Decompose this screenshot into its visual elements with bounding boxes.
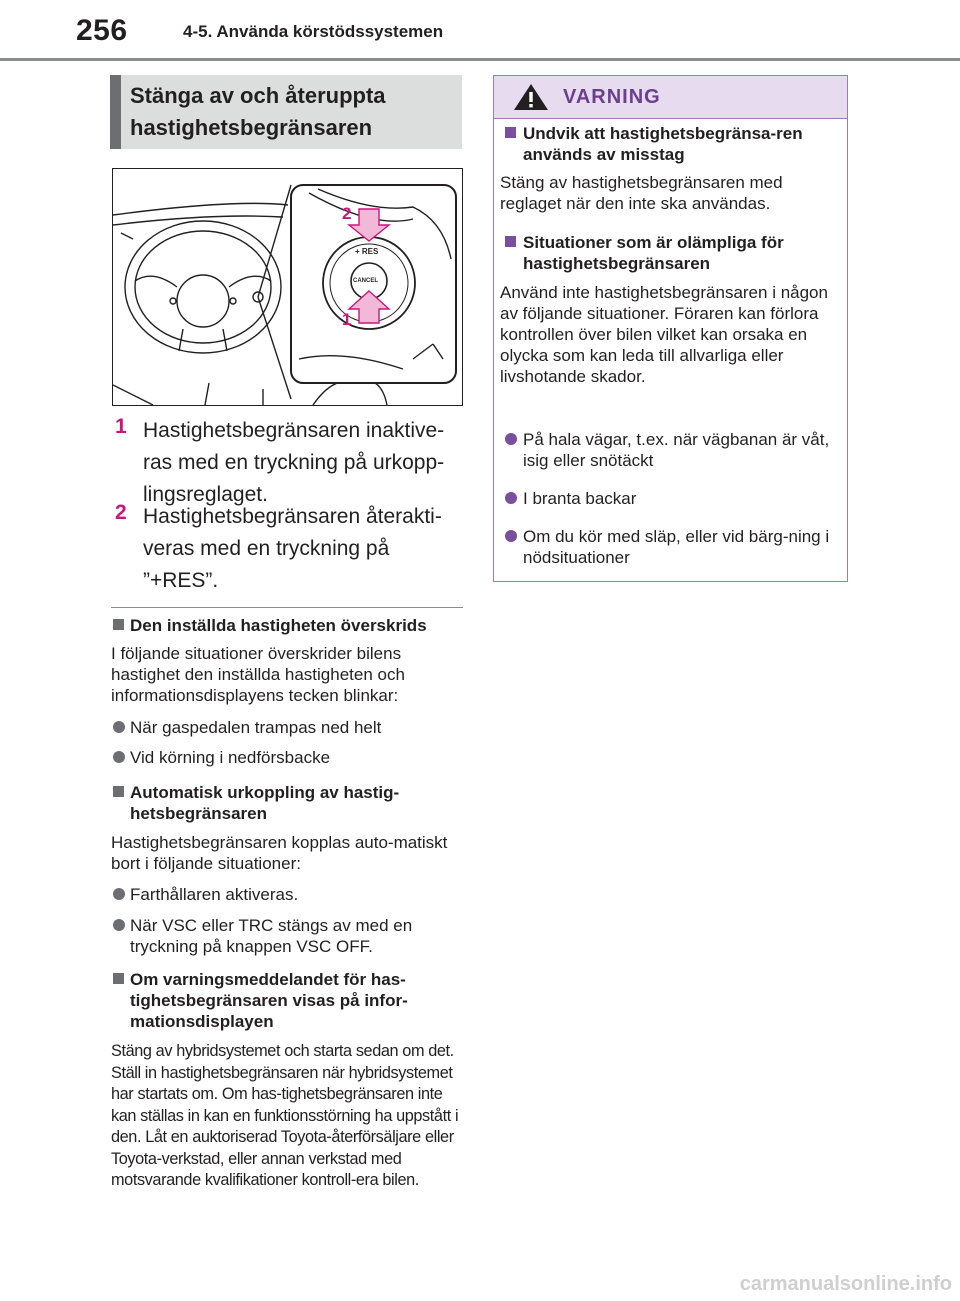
step-2-text: Hastighetsbegränsaren återakti-veras med en tryckning på ”+RES”. bbox=[143, 505, 442, 592]
cancel-label: CANCEL bbox=[353, 278, 378, 284]
square-bullet-icon bbox=[505, 127, 516, 138]
warning-title-bar bbox=[494, 76, 847, 119]
note-paragraph-3: Stäng av hybridsystemet och starta sedan om det. Ställ in hastighetsbegränsaren när hybridsystemet har startats om. Om has-tighetsbegränsaren inte kan ställas in kan en funktionsstörning ha uppstått i den. Låt en auktoriserad Toyota-återförsäljare eller Toyota-verkstad, eller annan verkstad med motsvarande kvalifikationer kontroll-era bilen. bbox=[111, 1042, 459, 1189]
note-heading-3-text: Om varningsmeddelandet för has-tighetsbegränsaren visas på infor-mationsdisplayen bbox=[130, 970, 408, 1031]
note-heading-2 bbox=[111, 782, 463, 826]
note-bullet-1-text: När gaspedalen trampas ned helt bbox=[130, 718, 382, 737]
warning-heading-1-text: Undvik att hastighetsbegränsa-ren används av misstag bbox=[523, 124, 803, 164]
step-1-number: 1 bbox=[115, 415, 127, 438]
warning-heading-2 bbox=[503, 232, 838, 276]
step-1 bbox=[115, 415, 465, 511]
section-heading bbox=[110, 75, 462, 149]
round-bullet-icon bbox=[113, 919, 125, 931]
round-bullet-icon bbox=[113, 888, 125, 900]
warning-bullet-3 bbox=[503, 526, 838, 570]
note-bullet-1 bbox=[111, 717, 463, 739]
page-number: 256 bbox=[76, 14, 128, 47]
note-bullet-2 bbox=[111, 747, 463, 769]
warning-triangle-icon bbox=[513, 83, 549, 116]
warning-bullet-1-text: På hala vägar, t.ex. när vägbanan är våt, isig eller snötäckt bbox=[523, 430, 830, 470]
round-bullet-icon bbox=[113, 721, 125, 733]
heading-bar bbox=[110, 75, 121, 149]
round-bullet-icon bbox=[505, 433, 517, 445]
warning-bullet-2-text: I branta backar bbox=[523, 489, 637, 508]
note-bullet-4 bbox=[111, 915, 463, 959]
section-heading-line-1: Stänga av och återuppta bbox=[130, 83, 386, 108]
steering-wheel-illustration bbox=[112, 168, 463, 406]
warning-paragraph-2: Använd inte hastighetsbegränsaren i någon av följande situationer. Föraren kan förlora kontrollen över bilen vilket kan orsaka en olycka som kan leda till allvarliga eller livshotande skador. bbox=[500, 283, 828, 386]
warning-bullet-2 bbox=[503, 488, 838, 510]
warning-bullet-1 bbox=[503, 429, 838, 473]
note-bullet-3-text: Farthållaren aktiveras. bbox=[130, 885, 299, 904]
steering-switch-drawing bbox=[113, 169, 462, 405]
warning-heading-1 bbox=[503, 123, 838, 167]
section-heading-text bbox=[130, 80, 386, 144]
header-divider bbox=[0, 58, 960, 61]
square-bullet-icon bbox=[113, 619, 124, 630]
step-2-number: 2 bbox=[115, 501, 127, 524]
square-bullet-icon bbox=[113, 786, 124, 797]
note-paragraph-2: Hastighetsbegränsaren kopplas auto-matiskt bort i följande situationer: bbox=[111, 833, 448, 873]
callout-1: 1 bbox=[342, 310, 352, 329]
note-heading-3 bbox=[111, 969, 463, 1033]
warning-heading-2-text: Situationer som är olämpliga för hastighetsbegränsaren bbox=[523, 233, 784, 273]
chapter-title: 4-5. Använda körstödssystemen bbox=[183, 22, 444, 41]
section-heading-line-2: hastighetsbegränsaren bbox=[130, 115, 373, 140]
res-label: + RES bbox=[355, 247, 379, 256]
step-2 bbox=[115, 501, 465, 597]
note-paragraph-1: I följande situationer överskrider bilens hastighet den inställda hastigheten och informationsdisplayens tecken blinkar: bbox=[111, 644, 405, 705]
round-bullet-icon bbox=[505, 530, 517, 542]
note-heading-1-text: Den inställda hastigheten överskrids bbox=[130, 616, 427, 635]
note-heading-2-text: Automatisk urkoppling av hastig-hetsbegränsaren bbox=[130, 783, 400, 823]
step-1-text: Hastighetsbegränsaren inaktive-ras med en tryckning på urkopp-lingsreglaget. bbox=[143, 419, 445, 506]
square-bullet-icon bbox=[505, 236, 516, 247]
notes-divider bbox=[111, 607, 463, 608]
warning-paragraph-1: Stäng av hastighetsbegränsaren med reglaget när den inte ska användas. bbox=[500, 173, 783, 213]
watermark: carmanualsonline.info bbox=[739, 1273, 952, 1295]
note-heading-1 bbox=[111, 615, 463, 637]
callout-2: 2 bbox=[342, 204, 352, 223]
round-bullet-icon bbox=[505, 492, 517, 504]
note-bullet-2-text: Vid körning i nedförsbacke bbox=[130, 748, 331, 767]
round-bullet-icon bbox=[113, 751, 125, 763]
square-bullet-icon bbox=[113, 973, 124, 984]
note-bullet-3 bbox=[111, 884, 463, 906]
note-bullet-4-text: När VSC eller TRC stängs av med en tryckning på knappen VSC OFF. bbox=[130, 916, 413, 956]
warning-title: VARNING bbox=[563, 86, 661, 108]
warning-bullet-3-text: Om du kör med släp, eller vid bärg-ning i nödsituationer bbox=[523, 527, 830, 567]
